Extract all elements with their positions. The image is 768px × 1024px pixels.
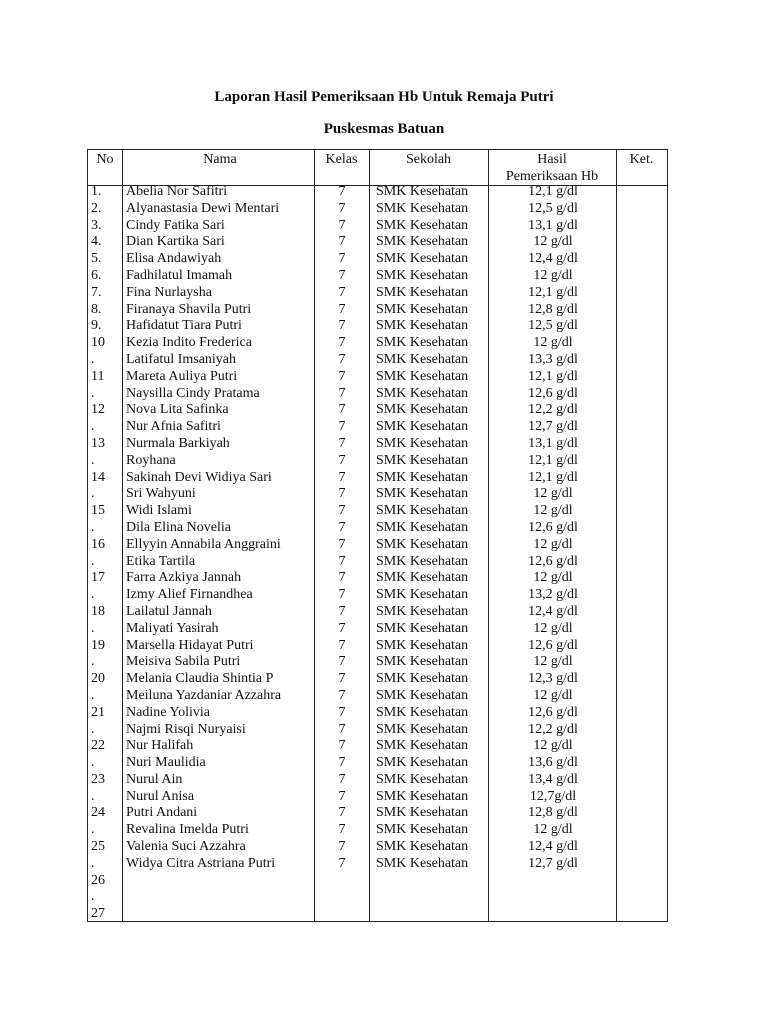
class-cell: 7 [338, 738, 346, 754]
class-cell: 7 [338, 721, 346, 737]
header-ket: Ket. [629, 152, 654, 167]
name-cell: Farra Azkiya Jannah [126, 570, 242, 586]
school-cell: SMK Kesehatan [376, 771, 469, 787]
row-number-cell: . [91, 788, 95, 804]
name-cell: Putri Andani [126, 805, 198, 821]
class-cell: 7 [338, 284, 346, 300]
row-number-cell: . [91, 889, 95, 905]
school-cell: SMK Kesehatan [376, 519, 469, 535]
school-cell: SMK Kesehatan [376, 654, 469, 670]
school-cell: SMK Kesehatan [376, 284, 469, 300]
class-cell: 7 [338, 385, 346, 401]
class-cell: 7 [338, 536, 346, 552]
hb-result-cell: 13,1 g/dl [528, 217, 578, 233]
row-number-cell: 10 [91, 335, 105, 351]
hb-result-cell: 13,2 g/dl [528, 587, 578, 603]
class-cell: 7 [338, 368, 346, 384]
class-cell: 7 [338, 435, 346, 451]
column-kelas [316, 184, 368, 873]
header-no: No [96, 152, 114, 167]
school-cell: SMK Kesehatan [376, 704, 469, 720]
row-number-cell: . [91, 822, 95, 838]
name-cell: Marsella Hidayat Putri [126, 637, 254, 653]
row-number-cell: 13 [91, 435, 105, 451]
hb-result-cell: 12 g/dl [533, 654, 573, 670]
hb-result-cell: 12,5 g/dl [528, 318, 578, 334]
row-number-cell: 9. [91, 318, 102, 334]
name-cell: Valenia Suci Azzahra [126, 839, 246, 855]
class-cell: 7 [338, 839, 346, 855]
school-cell: SMK Kesehatan [376, 620, 469, 636]
class-cell: 7 [338, 805, 346, 821]
row-number-cell: 25 [91, 839, 105, 855]
name-cell: Cindy Fatika Sari [126, 217, 225, 233]
name-cell: Etika Tartila [126, 553, 196, 569]
hb-result-cell: 13,3 g/dl [528, 351, 578, 367]
name-cell: Meiluna Yazdaniar Azzahra [126, 687, 282, 703]
class-cell: 7 [338, 687, 346, 703]
school-cell: SMK Kesehatan [376, 452, 469, 468]
hb-result-cell: 13,4 g/dl [528, 771, 578, 787]
column-nama [126, 184, 281, 873]
name-cell: Izmy Alief Firnandhea [126, 587, 253, 603]
column-divider [369, 150, 370, 921]
name-cell: Fadhilatul Imamah [126, 267, 233, 283]
school-cell: SMK Kesehatan [376, 755, 469, 771]
column-sekolah [376, 184, 468, 873]
row-number-cell: 27 [91, 906, 105, 922]
hb-result-cell: 12,6 g/dl [528, 519, 578, 535]
row-number-cell: . [91, 452, 95, 468]
name-cell: Revalina Imelda Putri [126, 822, 249, 838]
hb-result-cell: 12,7g/dl [529, 788, 577, 804]
hb-result-cell: 12 g/dl [533, 687, 573, 703]
name-cell: Kezia Indito Frederica [126, 335, 252, 351]
row-number-cell: . [91, 519, 95, 535]
class-cell: 7 [338, 267, 346, 283]
hb-result-cell: 12,1 g/dl [528, 284, 578, 300]
header-kelas: Kelas [325, 152, 358, 167]
class-cell: 7 [338, 553, 346, 569]
name-cell: Fina Nurlaysha [126, 284, 212, 300]
school-cell: SMK Kesehatan [376, 855, 469, 871]
hb-result-cell: 12,6 g/dl [528, 553, 578, 569]
row-number-cell: 3. [91, 217, 102, 233]
hb-result-cell: 12,1 g/dl [528, 452, 578, 468]
name-cell: Maliyati Yasirah [126, 620, 219, 636]
hb-result-cell: 12,6 g/dl [528, 385, 578, 401]
row-number-cell: 22 [91, 738, 105, 754]
name-cell: Royhana [126, 452, 176, 468]
hb-result-cell: 13,6 g/dl [528, 755, 578, 771]
class-cell: 7 [338, 402, 346, 418]
hb-result-cell: 12,7 g/dl [528, 855, 578, 871]
row-number-cell: 26 [91, 872, 105, 888]
name-cell: Naysilla Cindy Pratama [126, 385, 260, 401]
class-cell: 7 [338, 855, 346, 871]
school-cell: SMK Kesehatan [376, 318, 469, 334]
row-number-cell: . [91, 351, 95, 367]
class-cell: 7 [338, 603, 346, 619]
row-number-cell: 14 [91, 469, 105, 485]
school-cell: SMK Kesehatan [376, 435, 469, 451]
school-cell: SMK Kesehatan [376, 788, 469, 804]
school-cell: SMK Kesehatan [376, 469, 469, 485]
school-cell: SMK Kesehatan [376, 805, 469, 821]
class-cell: 7 [338, 452, 346, 468]
school-cell: SMK Kesehatan [376, 251, 469, 267]
name-cell: Abelia Nor Safitri [126, 184, 228, 199]
header-hb-line1: Hasil [537, 152, 567, 167]
hb-result-cell: 12 g/dl [533, 267, 573, 283]
class-cell: 7 [338, 519, 346, 535]
class-cell: 7 [338, 654, 346, 670]
hb-result-cell: 12,5 g/dl [528, 200, 578, 216]
hb-result-cell: 12 g/dl [533, 620, 573, 636]
row-number-cell: . [91, 486, 95, 502]
row-number-cell: . [91, 620, 95, 636]
hb-result-cell: 12,3 g/dl [528, 671, 578, 687]
results-table [87, 149, 668, 922]
hb-result-cell: 12,2 g/dl [528, 402, 578, 418]
school-cell: SMK Kesehatan [376, 721, 469, 737]
hb-result-cell: 12,8 g/dl [528, 805, 578, 821]
hb-result-cell: 12,1 g/dl [528, 184, 578, 199]
school-cell: SMK Kesehatan [376, 553, 469, 569]
hb-result-cell: 12,6 g/dl [528, 637, 578, 653]
school-cell: SMK Kesehatan [376, 419, 469, 435]
name-cell: Nurul Anisa [126, 788, 195, 804]
school-cell: SMK Kesehatan [376, 184, 469, 199]
name-cell: Nur Halifah [126, 738, 194, 754]
school-cell: SMK Kesehatan [376, 234, 469, 250]
class-cell: 7 [338, 251, 346, 267]
school-cell: SMK Kesehatan [376, 603, 469, 619]
hb-result-cell: 12 g/dl [533, 234, 573, 250]
class-cell: 7 [338, 419, 346, 435]
class-cell: 7 [338, 335, 346, 351]
name-cell: Ellyyin Annabila Anggraini [126, 536, 281, 552]
row-number-cell: 23 [91, 771, 105, 787]
name-cell: Meisiva Sabila Putri [126, 654, 241, 670]
name-cell: Nur Afnia Safitri [126, 419, 221, 435]
name-cell: Firanaya Shavila Putri [126, 301, 252, 317]
row-number-cell: . [91, 755, 95, 771]
name-cell: Najmi Risqi Nuryaisi [126, 721, 246, 737]
class-cell: 7 [338, 486, 346, 502]
name-cell: Sakinah Devi Widiya Sari [126, 469, 272, 485]
school-cell: SMK Kesehatan [376, 301, 469, 317]
school-cell: SMK Kesehatan [376, 671, 469, 687]
name-cell: Dian Kartika Sari [126, 234, 225, 250]
document-title: Laporan Hasil Pemeriksaan Hb Untuk Remaja Putri [214, 89, 554, 105]
class-cell: 7 [338, 788, 346, 804]
school-cell: SMK Kesehatan [376, 687, 469, 703]
hb-result-cell: 12 g/dl [533, 822, 573, 838]
name-cell: Melania Claudia Shintia P [126, 671, 274, 687]
row-number-cell: 18 [91, 603, 105, 619]
row-number-cell: 2. [91, 200, 102, 216]
hb-result-cell: 12 g/dl [533, 486, 573, 502]
school-cell: SMK Kesehatan [376, 536, 469, 552]
school-cell: SMK Kesehatan [376, 486, 469, 502]
class-cell: 7 [338, 234, 346, 250]
column-divider [488, 150, 489, 921]
hb-result-cell: 12,4 g/dl [528, 251, 578, 267]
name-cell: Latifatul Imsaniyah [126, 351, 237, 367]
class-cell: 7 [338, 755, 346, 771]
school-cell: SMK Kesehatan [376, 587, 469, 603]
class-cell: 7 [338, 620, 346, 636]
hb-result-cell: 12,7 g/dl [528, 419, 578, 435]
column-divider [122, 150, 123, 921]
row-number-cell: 6. [91, 267, 102, 283]
row-number-cell: 21 [91, 704, 105, 720]
column-hasil-hb [490, 184, 616, 873]
class-cell: 7 [338, 351, 346, 367]
column-divider [314, 150, 315, 921]
class-cell: 7 [338, 822, 346, 838]
school-cell: SMK Kesehatan [376, 822, 469, 838]
header-nama: Nama [203, 152, 237, 167]
hb-result-cell: 12 g/dl [533, 570, 573, 586]
row-number-cell: . [91, 419, 95, 435]
hb-result-cell: 12,1 g/dl [528, 469, 578, 485]
row-number-cell: 4. [91, 234, 102, 250]
row-number-cell: 12 [91, 402, 105, 418]
class-cell: 7 [338, 671, 346, 687]
class-cell: 7 [338, 503, 346, 519]
name-cell: Alyanastasia Dewi Mentari [126, 200, 280, 216]
class-cell: 7 [338, 637, 346, 653]
class-cell: 7 [338, 200, 346, 216]
row-number-cell: 8. [91, 301, 102, 317]
hb-result-cell: 13,1 g/dl [528, 435, 578, 451]
class-cell: 7 [338, 704, 346, 720]
document-subtitle: Puskesmas Batuan [323, 121, 445, 137]
hb-result-cell: 12 g/dl [533, 536, 573, 552]
school-cell: SMK Kesehatan [376, 839, 469, 855]
school-cell: SMK Kesehatan [376, 503, 469, 519]
row-number-cell: 20 [91, 671, 105, 687]
school-cell: SMK Kesehatan [376, 402, 469, 418]
hb-result-cell: 12,1 g/dl [528, 368, 578, 384]
row-number-cell: . [91, 654, 95, 670]
row-number-cell: 19 [91, 637, 105, 653]
row-number-cell: . [91, 553, 95, 569]
class-cell: 7 [338, 570, 346, 586]
row-number-cell: . [91, 721, 95, 737]
class-cell: 7 [338, 217, 346, 233]
name-cell: Dila Elina Novelia [126, 519, 231, 535]
school-cell: SMK Kesehatan [376, 200, 469, 216]
hb-result-cell: 12,4 g/dl [528, 603, 578, 619]
row-number-cell: . [91, 385, 95, 401]
name-cell: Elisa Andawiyah [126, 251, 222, 267]
name-cell: Widya Citra Astriana Putri [126, 855, 276, 871]
class-cell: 7 [338, 587, 346, 603]
hb-result-cell: 12,8 g/dl [528, 301, 578, 317]
row-number-cell: 24 [91, 805, 105, 821]
row-number-cell: 7. [91, 284, 102, 300]
row-number-cell: 5. [91, 251, 102, 267]
class-cell: 7 [338, 469, 346, 485]
column-divider [616, 150, 617, 921]
class-cell: 7 [338, 301, 346, 317]
row-number-cell: 17 [91, 570, 105, 586]
hb-result-cell: 12 g/dl [533, 503, 573, 519]
header-hb-line2: Pemeriksaan Hb [505, 169, 599, 184]
hb-result-cell: 12,6 g/dl [528, 704, 578, 720]
row-number-cell: . [91, 687, 95, 703]
school-cell: SMK Kesehatan [376, 368, 469, 384]
class-cell: 7 [338, 771, 346, 787]
name-cell: Nurmala Barkiyah [126, 435, 230, 451]
name-cell: Lailatul Jannah [126, 603, 212, 619]
name-cell: Nadine Yolivia [126, 704, 210, 720]
hb-result-cell: 12 g/dl [533, 335, 573, 351]
name-cell: Nuri Maulidia [126, 755, 206, 771]
hb-result-cell: 12 g/dl [533, 738, 573, 754]
school-cell: SMK Kesehatan [376, 738, 469, 754]
row-number-cell: . [91, 587, 95, 603]
name-cell: Mareta Auliya Putri [126, 368, 238, 384]
row-number-cell: 11 [91, 368, 105, 384]
class-cell: 7 [338, 318, 346, 334]
class-cell: 7 [338, 184, 346, 199]
row-number-cell: 15 [91, 503, 105, 519]
school-cell: SMK Kesehatan [376, 335, 469, 351]
row-number-cell: 16 [91, 536, 105, 552]
row-number-cell: 1. [91, 184, 102, 199]
row-number-cell: . [91, 855, 95, 871]
school-cell: SMK Kesehatan [376, 385, 469, 401]
school-cell: SMK Kesehatan [376, 637, 469, 653]
hb-result-cell: 12,2 g/dl [528, 721, 578, 737]
school-cell: SMK Kesehatan [376, 267, 469, 283]
name-cell: Widi Islami [126, 503, 192, 519]
header-sekolah: Sekolah [405, 152, 452, 167]
school-cell: SMK Kesehatan [376, 351, 469, 367]
school-cell: SMK Kesehatan [376, 217, 469, 233]
school-cell: SMK Kesehatan [376, 570, 469, 586]
name-cell: Hafidatut Tiara Putri [126, 318, 242, 334]
hb-result-cell: 12,4 g/dl [528, 839, 578, 855]
name-cell: Sri Wahyuni [126, 486, 196, 502]
header-hasil-pemeriksaan-hb [488, 151, 616, 185]
name-cell: Nurul Ain [126, 771, 183, 787]
name-cell: Nova Lita Safinka [126, 402, 229, 418]
column-no [91, 184, 105, 923]
